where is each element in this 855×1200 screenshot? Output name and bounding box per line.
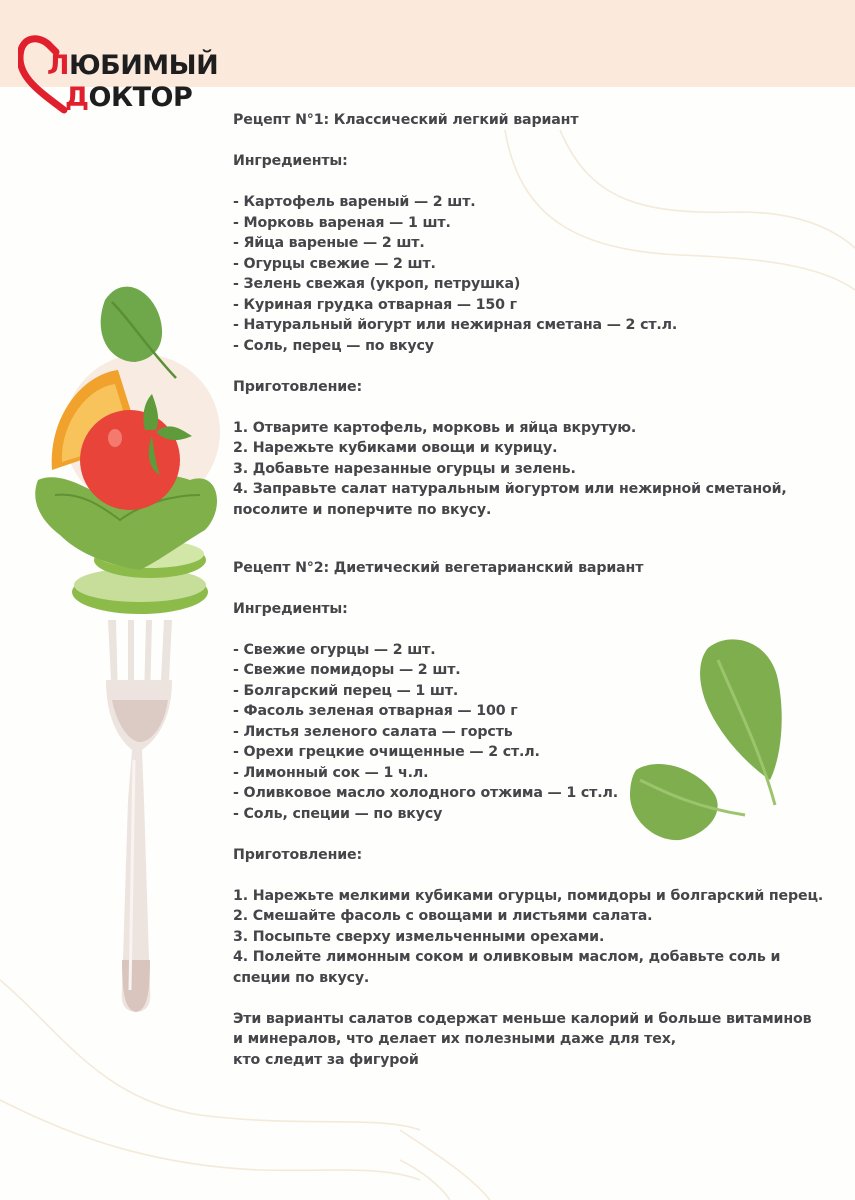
recipe-2-title: Рецепт N°2: Диетический вегетарианский вариант [233, 559, 644, 576]
ingredient-item: - Лимонный сок — 1 ч.л. [233, 764, 429, 781]
recipe-2-steps-heading: Приготовление: [233, 846, 363, 863]
step-item: посолите и поперчите по вкусу. [233, 501, 492, 518]
step-item: 2. Нарежьте кубиками овощи и курицу. [233, 440, 558, 456]
ingredient-item: - Оливковое масло холодного отжима — 1 ст.л. [233, 785, 618, 801]
ingredient-item: - Листья зеленого салата — горсть [233, 723, 513, 740]
ingredient-item: - Картофель вареный — 2 шт. [233, 194, 476, 210]
step-item: специи по вкусу. [233, 969, 370, 986]
ingredient-item: - Яйца вареные — 2 шт. [233, 235, 425, 251]
ingredient-item: - Соль, перец — по вкусу [233, 337, 434, 354]
ingredient-item: - Куриная грудка отварная — 150 г [233, 296, 517, 313]
ingredient-item: - Морковь вареная — 1 шт. [233, 214, 451, 231]
recipe-1-steps-heading: Приготовление: [233, 378, 363, 395]
conclusion-text: Эти варианты салатов содержат меньше калорий и больше витаминов [233, 1010, 812, 1027]
ingredient-item: - Болгарский перец — 1 шт. [233, 682, 459, 699]
conclusion-text: и минералов, что делает их полезными даже для тех, [233, 1031, 676, 1047]
step-item: 3. Посыпьте сверху измельченными орехами. [233, 928, 605, 945]
recipes-content [233, 110, 833, 1070]
step-item: 1. Отварите картофель, морковь и яйца вкрутую. [233, 419, 637, 436]
ingredient-item: - Зелень свежая (укроп, петрушка) [233, 276, 521, 292]
ingredient-item: - Свежие огурцы — 2 шт. [233, 641, 436, 658]
step-item: 4. Заправьте салат натуральным йогуртом или нежирной сметаной, [233, 481, 787, 497]
logo-initial-l: Л [47, 50, 69, 81]
logo-word-1: ЮБИМЫЙ [68, 50, 219, 81]
ingredient-item: - Соль, специи — по вкусу [233, 805, 443, 822]
conclusion-text: кто следит за фигурой [233, 1051, 419, 1068]
ingredient-item: - Огурцы свежие — 2 шт. [233, 255, 436, 272]
step-item: 3. Добавьте нарезанные огурцы и зелень. [233, 460, 576, 477]
logo-word-2: ОКТОР [88, 82, 193, 113]
recipe-1-ingredients-heading: Ингредиенты: [233, 153, 348, 169]
recipe-1-title: Рецепт N°1: Классический легкий вариант [233, 112, 579, 128]
step-item: 2. Смешайте фасоль с овощами и листьями салата. [233, 908, 653, 924]
step-item: 1. Нарежьте мелкими кубиками огурцы, помидоры и болгарский перец. [233, 887, 824, 904]
ingredient-item: - Фасоль зеленая отварная — 100 г [233, 703, 518, 719]
recipe-2-ingredients-heading: Ингредиенты: [233, 600, 348, 617]
ingredient-item: - Натуральный йогурт или нежирная сметана — 2 ст.л. [233, 317, 678, 333]
step-item: 4. Полейте лимонным соком и оливковым маслом, добавьте соль и [233, 949, 781, 965]
logo-initial-d: Д [65, 82, 89, 113]
ingredient-item: - Свежие помидоры — 2 шт. [233, 662, 461, 678]
ingredient-item: - Орехи грецкие очищенные — 2 ст.л. [233, 744, 540, 760]
